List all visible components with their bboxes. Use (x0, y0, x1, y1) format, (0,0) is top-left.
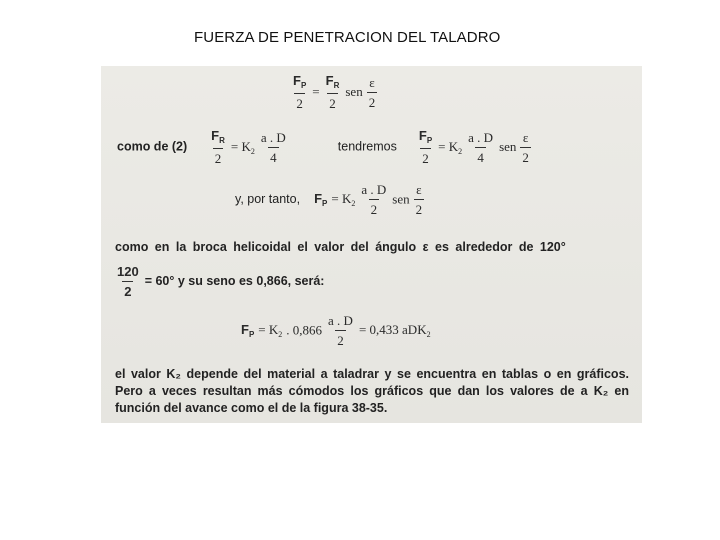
fraction-eps-over-2: $\frac{\varepsilon}{2}$ (368, 74, 376, 110)
text-line-angle: como en la broca helicoidal el valor del ángulo ε es alrededor de 120° (115, 240, 566, 254)
scanned-page-image (101, 66, 642, 423)
slide-title: FUERZA DE PENETRACION DEL TALADRO (194, 29, 501, 46)
fraction-fp-over-2: $\frac{F_P}{2}$ (293, 73, 307, 111)
equation-3: y, por tanto, $F_P = K_2$ $\frac{a . D}{2}$ sen $\frac{\varepsilon}{2}$ (235, 182, 423, 217)
fraction-fp-over-2: $\frac{F_P}{2}$ (418, 128, 433, 166)
equation-4: $\frac{120}{2}$ = 60° y su seno es 0,866, será: (117, 264, 325, 299)
equation-2: como de (2) $\frac{F_R}{2}$ = $K_2$ $\frac{a . D}{4}$ tendremos $\frac{F_P}{2}$ = $K_2$ $\frac{a . D}{4}$ sen $\frac{\varepsilon}{2}$ (117, 128, 529, 166)
equation-1: $\frac{F_P}{2}$ = $\frac{F_R}{2}$ sen $\frac{\varepsilon}{2}$ (293, 73, 376, 111)
fraction-aD-over-2: $\frac{a . D}{2}$ (361, 182, 387, 217)
fraction-fr-over-2: $\frac{F_R}{2}$ (325, 73, 340, 111)
fraction-eps-over-2: $\frac{\varepsilon}{2}$ (415, 182, 423, 217)
fraction-aD-over-4: $\frac{a . D}{4}$ (468, 129, 494, 165)
fraction-aD-over-2: $\frac{a . D}{2}$ (328, 313, 353, 348)
fraction-fr-over-2: $\frac{F_R}{2}$ (211, 128, 225, 166)
fraction-eps-over-2: $\frac{\varepsilon}{2}$ (522, 129, 529, 165)
fraction-120-over-2: $\frac{120}{2}$ (117, 264, 139, 299)
body-paragraph: el valor K₂ depende del material a taladrar y se encuentra en tablas o en gráficos. Pero a veces resultan más cómodos los gráficos que dan los valores de a K₂ en función del avance como el de la figura 38-35. (115, 367, 629, 415)
equation-5: $F_P = K_2$ . 0,866 $\frac{a . D}{2}$ = 0,433 aDK$_2$ (241, 313, 431, 348)
fraction-aD-over-4: $\frac{a . D}{4}$ (260, 129, 286, 165)
